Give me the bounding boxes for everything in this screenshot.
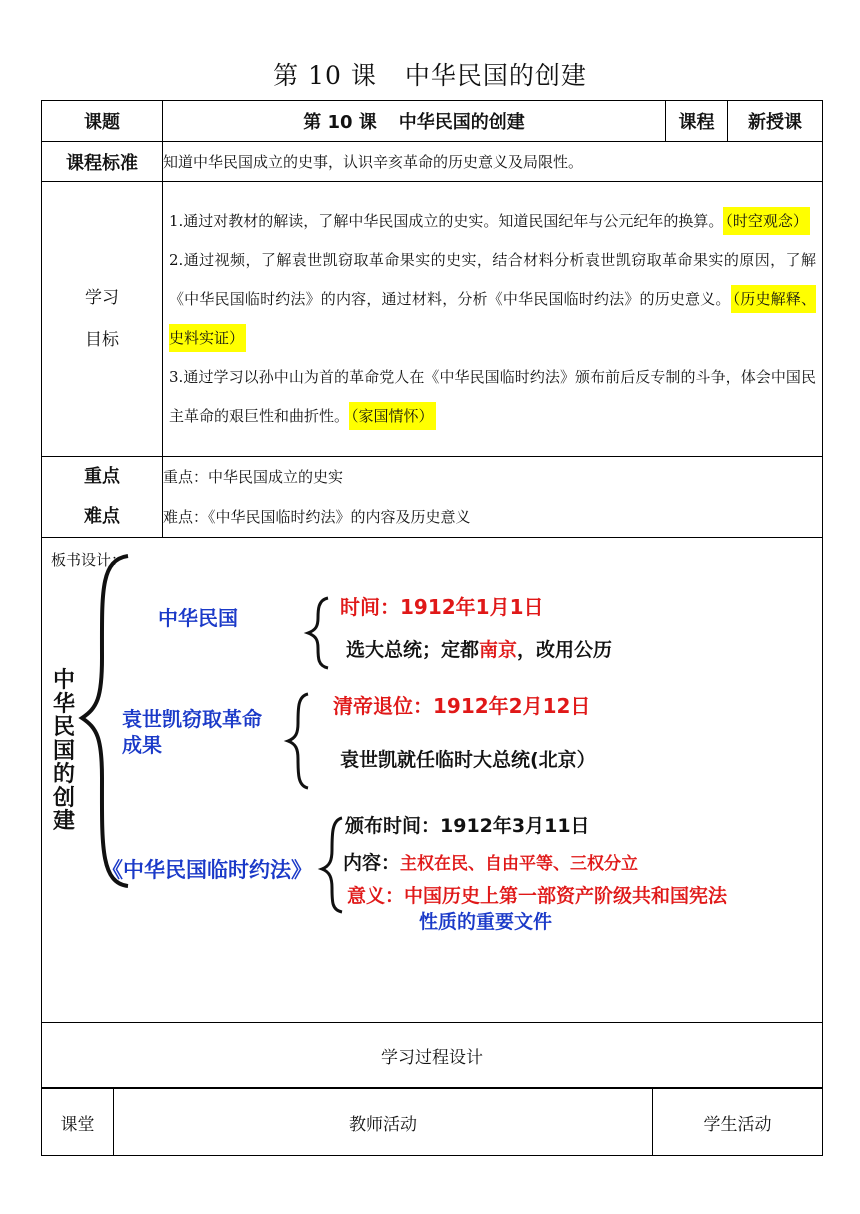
topic-value-name: 中华民国的创建 — [398, 112, 525, 133]
objective-text: 2.通过视频，了解袁世凯窃取革命果实的史实，结合材料分析袁世凯窃取革命果实的原因，了解《中华民国临时约法》的内容，通过材料，分析《中华民国临时约法》的历史意义。 — [169, 251, 816, 308]
teacher-activity-label: 教师活动 — [114, 1089, 653, 1156]
board-label: 板书设计： — [51, 551, 127, 569]
branch3-meaning-label: 意义： — [347, 885, 405, 907]
process-row — [42, 1023, 823, 1088]
branch1-title: 中华民国 — [158, 606, 238, 630]
course-label: 课程 — [666, 101, 728, 142]
branch1-time — [340, 591, 544, 620]
key-text: 重点：中华民国成立的史实 — [163, 468, 344, 486]
root-char: 的 — [52, 762, 75, 787]
root-char: 华 — [52, 691, 75, 717]
root-char: 民 — [52, 715, 75, 740]
activity-table — [41, 1088, 823, 1156]
branch1-time-label: 时间： — [340, 595, 400, 619]
root-char: 国 — [52, 738, 75, 764]
page-title — [0, 56, 860, 92]
branch3-meaning-line2: 性质的重要文件 — [419, 911, 553, 933]
key-points-row — [42, 457, 823, 538]
board-design — [42, 538, 822, 1022]
branch2-detail: 袁世凯就任临时大总统(北京） — [340, 749, 596, 771]
branch1-time-value: 1912年1月1日 — [400, 595, 544, 619]
branch3-issue-value: 1912年3月11日 — [440, 815, 590, 837]
board-row — [42, 538, 823, 1023]
difficult-text: 难点：《中华民国临时约法》的内容及历史意义 — [163, 508, 471, 526]
standard-row — [42, 142, 823, 182]
standard-label: 课程标准 — [42, 142, 163, 182]
objective-tag: （时空观念） — [723, 207, 810, 235]
branch2-abdication — [333, 690, 590, 719]
branch2-title-line2: 成果 — [122, 733, 162, 757]
branch2-brace — [288, 694, 308, 788]
lesson-plan-table — [41, 100, 823, 1088]
objective-item — [163, 202, 822, 241]
objectives-label-line1: 学习 — [85, 288, 119, 308]
objectives-row — [42, 182, 823, 457]
objectives-label — [42, 182, 163, 457]
branch2-title-line1: 袁世凯窃取革命 — [122, 707, 262, 731]
objectives-label-line2: 目标 — [85, 330, 119, 350]
branch3-issue — [345, 811, 590, 838]
branch2-title — [122, 706, 262, 758]
objective-text: 1.通过对教材的解读，了解中华民国成立的史实。知道民国纪年与公元纪年的换算。 — [169, 212, 724, 230]
branch3-brace — [322, 818, 342, 912]
topic-row — [42, 101, 823, 142]
topic-label: 课题 — [42, 101, 163, 142]
board-root-title — [51, 669, 77, 834]
root-char: 中 — [52, 668, 75, 693]
branch3-content-value: 主权在民、自由平等、三权分立 — [400, 854, 639, 874]
objectives-list — [163, 182, 823, 457]
page-title-prefix: 第 10 课 — [273, 61, 377, 90]
difficult-label: 难点 — [84, 506, 120, 527]
page-title-name: 中华民国的创建 — [404, 61, 587, 90]
standard-text: 知道中华民国成立的史事，认识辛亥革命的历史意义及局限性。 — [163, 142, 823, 182]
board-cell — [42, 538, 823, 1023]
branch2-abdication-label: 清帝退位： — [333, 694, 433, 718]
objective-tag: （历史解释、史料实证） — [169, 285, 816, 352]
branch1-brace — [308, 598, 328, 668]
process-title: 学习过程设计 — [42, 1023, 823, 1088]
student-activity-label: 学生活动 — [653, 1089, 823, 1156]
branch3-content — [343, 848, 638, 875]
branch3-meaning-line1: 中国历史上第一部资产阶级共和国宪法 — [404, 885, 728, 907]
topic-value-prefix: 第 10 课 — [303, 112, 377, 133]
key-points-text — [163, 457, 823, 538]
branch1-detail-a: 选大总统；定都 — [346, 639, 480, 661]
course-value: 新授课 — [728, 101, 823, 142]
activity-header-row — [42, 1089, 823, 1156]
root-char: 建 — [52, 809, 75, 834]
objective-text: 3.通过学习以孙中山为首的革命党人在《中华民国临时约法》颁布前后反专制的斗争，体会中国民主革命的艰巨性和曲折性。 — [169, 368, 816, 425]
branch3-meaning — [347, 883, 727, 935]
topic-value — [163, 101, 666, 142]
classroom-label: 课堂 — [42, 1089, 114, 1156]
branch3-content-label: 内容： — [343, 852, 401, 874]
objective-item — [163, 241, 822, 358]
key-label: 重点 — [84, 466, 120, 487]
branch3-issue-label: 颁布时间： — [345, 815, 441, 837]
branch1-detail-b: ，改用公历 — [517, 639, 613, 661]
branch3-title: 《中华民国临时约法》 — [102, 858, 312, 882]
objective-item — [163, 358, 822, 436]
key-points-label — [42, 457, 163, 538]
branch1-detail-city: 南京 — [479, 639, 518, 661]
branch1-detail — [346, 635, 612, 662]
objective-tag: （家国情怀） — [349, 402, 436, 430]
branch2-abdication-value: 1912年2月12日 — [433, 694, 591, 718]
root-char: 创 — [52, 785, 75, 811]
